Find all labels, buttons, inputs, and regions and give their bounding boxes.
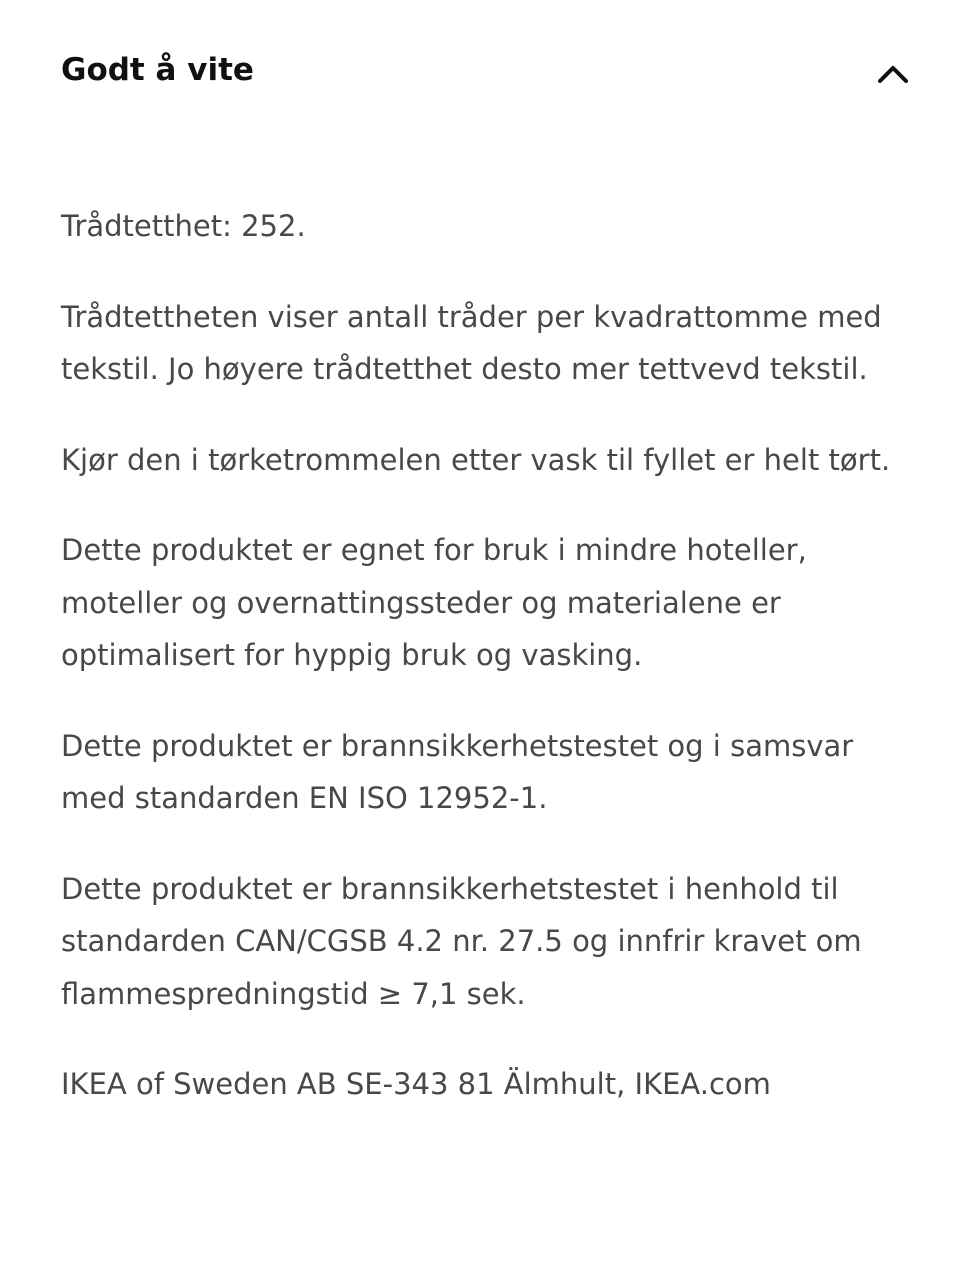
manufacturer-text: IKEA of Sweden AB SE-343 81 Älmhult, IKEA.com <box>61 1067 771 1101</box>
fire-safety-can-text: Dette produktet er brannsikkerhetstestet i henhold til standarden CAN/CGSB 4.2 nr. 27.5 og innfrir kravet om flammespredningstid ≥ 7,1 sek. <box>61 871 862 1011</box>
fire-safety-iso-text: Dette produktet er brannsikkerhetstestet og i samsvar med standarden EN ISO 12952-1. <box>61 728 854 815</box>
thread-count-text: Trådtetthet: 252. <box>61 209 306 243</box>
hotel-use-text: Dette produktet er egnet for bruk i mindre hoteller, moteller og overnattingssteder og materialene er optimalisert for hyppig bruk og vasking. <box>61 533 807 672</box>
thread-count-explanation-text: Trådtettheten viser antall tråder per kvadrattomme med tekstil. Jo høyere trådtetthet desto mer tettvevd tekstil. <box>61 299 882 386</box>
section-header[interactable] <box>0 30 960 118</box>
chevron-up-icon[interactable] <box>874 58 912 88</box>
section-title: Godt å vite <box>61 52 254 88</box>
section-content <box>61 200 921 1149</box>
drying-instruction-text: Kjør den i tørketrommelen etter vask til fyllet er helt tørt. <box>61 442 891 477</box>
